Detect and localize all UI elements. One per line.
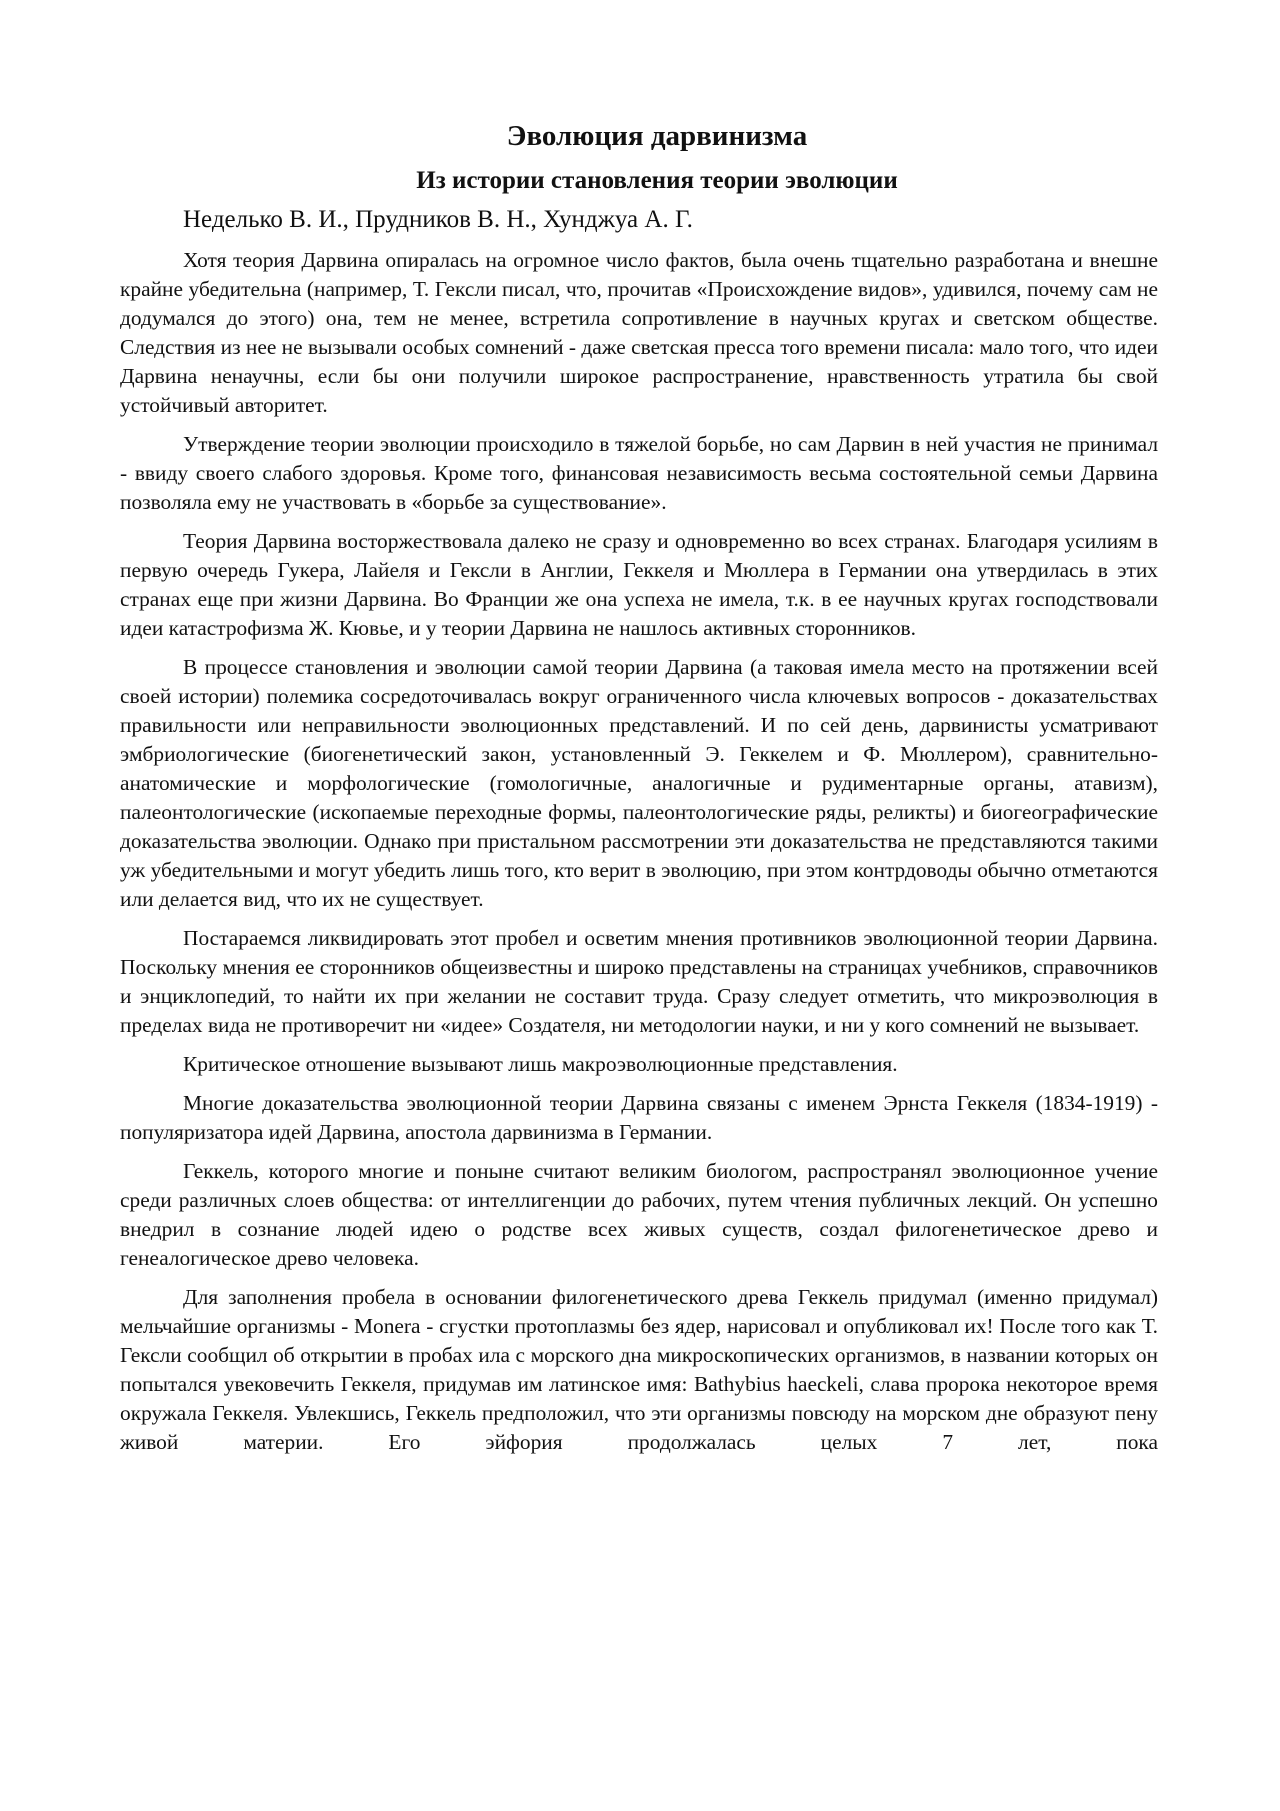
paragraph: Критическое отношение вызывают лишь макроэволюционные представления. <box>183 1052 898 1076</box>
paragraph: Утверждение теории эволюции происходило в тяжелой борьбе, но сам Дарвин в ней участия не принимал - ввиду своего слабого здоровья. Кроме того, финансовая независимость весьма состоятельной семьи Дарвина позволяла ему не участвовать в «борьбе за существование». <box>120 432 1158 514</box>
document-page <box>120 118 1158 1467</box>
document-subtitle: Из истории становления теории эволюции <box>416 167 898 194</box>
paragraph: В процессе становления и эволюции самой теории Дарвина (а таковая имела место на протяжении всей своей истории) полемика сосредоточивалась вокруг ограниченного числа ключевых вопросов - доказательствах правильности или неправильности эволюционных представлений. И по сей день, дарвинисты усматривают эмбриологические (биогенетический закон, установленный Э. Геккелем и Ф. Мюллером), сравнительно-анатомические и морфологические (гомологичные, аналогичные и рудиментарные органы, атавизм), палеонтологические (ископаемые переходные формы, палеонтологические ряды, реликты) и биогеографические доказательства эволюции. Однако при пристальном рассмотрении эти доказательства не представляются такими уж убедительными и могут убедить лишь того, кто верит в эволюцию, при этом контрдоводы обычно отметаются или делается вид, что их не существует. <box>120 655 1158 911</box>
paragraph: Многие доказательства эволюционной теории Дарвина связаны с именем Эрнста Геккеля (1834-1919) - популяризатора идей Дарвина, апостола дарвинизма в Германии. <box>120 1091 1158 1144</box>
document-title: Эволюция дарвинизма <box>506 120 808 152</box>
paragraph: Геккель, которого многие и поныне считают великим биологом, распространял эволюционное учение среди различных слоев общества: от интеллигенции до рабочих, путем чтения публичных лекций. Он успешно внедрил в сознание людей идею о родстве всех живых существ, создал филогенетическое древо и генеалогическое древо человека. <box>120 1159 1158 1270</box>
paragraph: Хотя теория Дарвина опиралась на огромное число фактов, была очень тщательно разработана и внешне крайне убедительна (например, Т. Гексли писал, что, прочитав «Происхождение видов», удивился, почему сам не додумался до этого) она, тем не менее, встретила сопротивление в научных кругах и светском обществе. Следствия из нее не вызывали особых сомнений - даже светская пресса того времени писала: мало того, что идеи Дарвина ненаучны, если бы они получили широкое распространение, нравственность утратила бы свой устойчивый авторитет. <box>120 248 1158 417</box>
document-authors: Неделько В. И., Прудников В. Н., Хунджуа А. Г. <box>183 206 693 233</box>
paragraph-continued: Для заполнения пробела в основании филогенетического древа Геккель придумал (именно придумал) мельчайшие организмы - Monera - сгустки протоплазмы без ядер, нарисовал и опубликовал их! После того как Т. Гексли сообщил об открытии в пробах ила с морского дна микроскопических организмов, в названии которых он попытался увековечить Геккеля, придумав им латинское имя: Bathybius haeckeli, слава пророка некоторое время окружала Геккеля. Увлекшись, Геккель предположил, что эти организмы повсюду на морском дне образуют пену живой материи. Его эйфория продолжалась целых 7 лет, пока <box>120 1285 1158 1454</box>
paragraph: Постараемся ликвидировать этот пробел и осветим мнения противников эволюционной теории Дарвина. Поскольку мнения ее сторонников общеизвестны и широко представлены на страницах учебников, справочников и энциклопедий, то найти их при желании не составит труда. Сразу следует отметить, что микроэволюция в пределах вида не противоречит ни «идее» Создателя, ни методологии науки, и ни у кого сомнений не вызывает. <box>120 926 1158 1037</box>
paragraph: Теория Дарвина восторжествовала далеко не сразу и одновременно во всех странах. Благодаря усилиям в первую очередь Гукера, Лайеля и Гексли в Англии, Геккеля и Мюллера в Германии она утвердилась в этих странах еще при жизни Дарвина. Во Франции же она успеха не имела, т.к. в ее научных кругах господствовали идеи катастрофизма Ж. Кювье, и у теории Дарвина не нашлось активных сторонников. <box>120 529 1158 640</box>
